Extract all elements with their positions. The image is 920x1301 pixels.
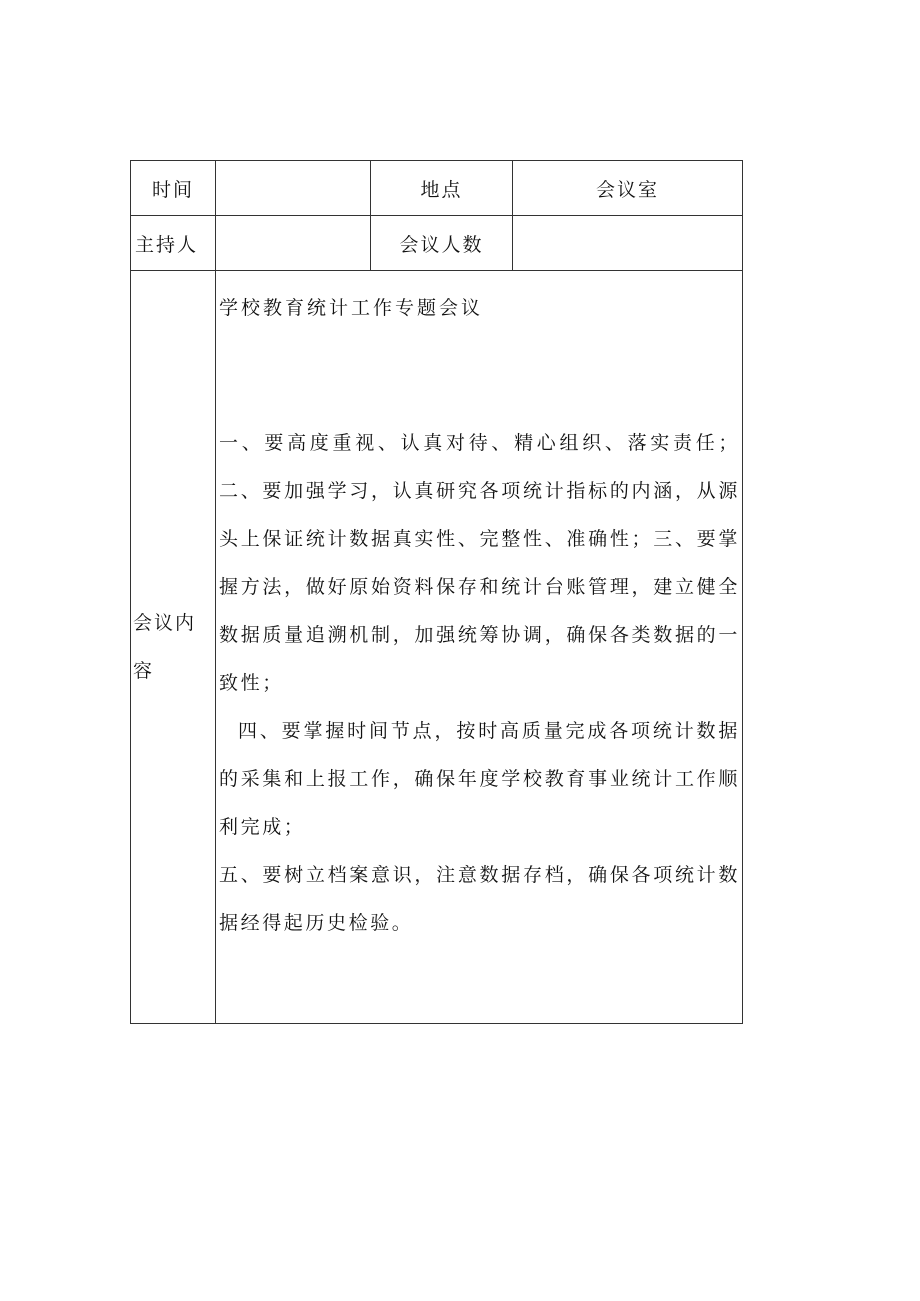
host-value bbox=[216, 216, 371, 271]
time-value bbox=[216, 161, 371, 216]
host-label: 主持人 bbox=[131, 216, 216, 271]
location-label: 地点 bbox=[371, 161, 513, 216]
content-paragraph-2: 四、要掌握时间节点，按时高质量完成各项统计数据的采集和上报工作，确保年度学校教育事业统计工作顺利完成； bbox=[219, 720, 740, 838]
content-label: 会议内容 bbox=[131, 271, 216, 1024]
time-label: 时间 bbox=[131, 161, 216, 216]
content-paragraph-3: 五、要树立档案意识，注意数据存档，确保各项统计数据经得起历史检验。 bbox=[219, 864, 740, 934]
attendees-value bbox=[513, 216, 743, 271]
table-row bbox=[131, 271, 743, 1024]
content-paragraph-1: 一、要高度重视、认真对待、精心组织、落实责任；二、要加强学习，认真研究各项统计指标的内涵，从源头上保证统计数据真实性、完整性、准确性；三、要掌握方法，做好原始资料保存和统计台账管理，建立健全数据质量追溯机制，加强统筹协调，确保各类数据的一致性； bbox=[219, 432, 740, 694]
table-row bbox=[131, 216, 743, 271]
table-row bbox=[131, 161, 743, 216]
meeting-record-table bbox=[130, 160, 743, 1024]
location-value: 会议室 bbox=[513, 161, 743, 216]
content-cell bbox=[216, 271, 743, 1024]
meeting-content-body bbox=[219, 419, 740, 947]
meeting-title: 学校教育统计工作专题会议 bbox=[219, 297, 484, 319]
attendees-label: 会议人数 bbox=[371, 216, 513, 271]
